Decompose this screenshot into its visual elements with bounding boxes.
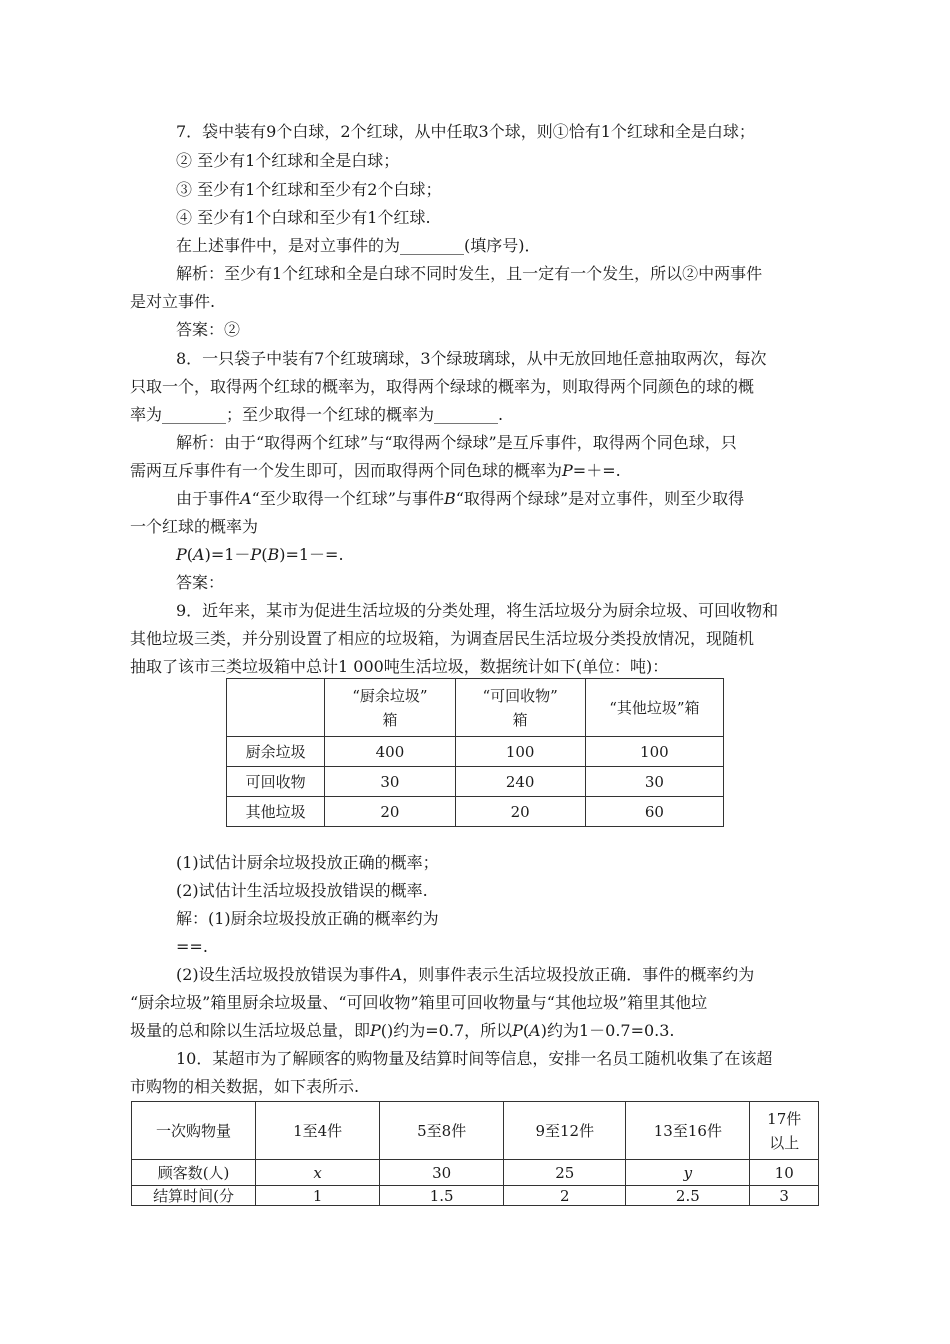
table-row <box>132 1186 819 1206</box>
q8-solution-line4: 一个红球的概率为 <box>130 517 259 536</box>
row-label: 其他垃圾 <box>227 797 325 827</box>
table-cell: 400 <box>325 737 455 767</box>
q8-stem-line3: 率为________；至少取得一个红球的概率为________. <box>130 405 504 424</box>
table-cell <box>626 1160 750 1186</box>
q8-s2-text: 需两互斥事件有一个发生即可，因而取得两个同色球的概率为 <box>130 461 563 480</box>
q9-solution-line3 <box>176 965 754 985</box>
table-row <box>227 737 724 767</box>
q8-f-end: =1－=. <box>285 545 344 564</box>
table-cell <box>256 1160 380 1186</box>
table-cell: 2.5 <box>626 1186 750 1206</box>
table-header-cell: 9至12件 <box>504 1102 626 1160</box>
q9-sol2-b: ，则事件表示生活垃圾投放正确．事件的概率约为 <box>402 965 755 984</box>
q8-f-B: B <box>267 545 280 564</box>
header-line: 箱 <box>512 710 528 729</box>
q10-data-table <box>131 1101 819 1206</box>
q8-solution-line2 <box>130 461 621 481</box>
table-cell: 25 <box>504 1160 626 1186</box>
q10-stem-line1: 10．某超市为了解顾客的购物量及结算时间等信息，安排一名员工随机收集了在该超 <box>176 1049 773 1068</box>
q9-data-table <box>226 678 724 827</box>
table-header-row <box>132 1102 819 1160</box>
q7-answer: 答案：② <box>176 320 241 339</box>
table-header-cell: “其他垃圾”箱 <box>585 679 723 737</box>
q8-s3-A: A <box>240 489 252 508</box>
table-cell: 20 <box>325 797 455 827</box>
table-row <box>227 767 724 797</box>
q7-stem: 7．袋中装有9个白球，2个红球，从中任取3个球，则①恰有1个红球和全是白球； <box>176 122 755 141</box>
header-line: “可回收物” <box>482 686 558 705</box>
q8-stem-line2: 只取一个，取得两个红球的概率为，取得两个绿球的概率为，则取得两个同颜色的球的概 <box>130 377 755 396</box>
table-cell: 30 <box>380 1160 504 1186</box>
q9-stem-line2: 其他垃圾三类，并分别设置了相应的垃圾箱，为调查居民生活垃圾分类投放情况，现随机 <box>130 629 755 648</box>
row-label: 结算时间(分 <box>132 1186 256 1206</box>
q7-solution-line2: 是对立事件. <box>130 292 216 311</box>
table-cell: 2 <box>504 1186 626 1206</box>
var-x: x <box>313 1163 322 1182</box>
table-cell: 100 <box>455 737 585 767</box>
q8-s3-B: B <box>443 489 456 508</box>
row-label: 厨余垃圾 <box>227 737 325 767</box>
table-row <box>132 1160 819 1186</box>
row-label: 可回收物 <box>227 767 325 797</box>
table-cell: 240 <box>455 767 585 797</box>
table-cell: 10 <box>750 1160 819 1186</box>
q9-solution-line4: “厨余垃圾”箱里厨余垃圾量、“可回收物”箱里可回收物量与“其他垃圾”箱里其他垃 <box>130 993 708 1012</box>
q9-sol2-a: (2)设生活垃圾投放错误为事件 <box>176 965 391 984</box>
q8-stem-line1: 8．一只袋子中装有7个红玻璃球，3个绿玻璃球，从中无放回地任意抽取两次，每次 <box>176 349 767 368</box>
header-line: “厨余垃圾” <box>352 686 428 705</box>
q9-stem-line3: 抽取了该市三类垃圾箱中总计1 000吨生活垃圾，数据统计如下(单位：吨)： <box>130 657 669 676</box>
q9-subquestion-2: (2)试估计生活垃圾投放错误的概率. <box>176 881 428 900</box>
table-header-cell: 一次购物量 <box>132 1102 256 1160</box>
table-header-cell <box>325 679 455 737</box>
q8-answer: 答案： <box>176 573 225 592</box>
q9-solution-line5: 圾量的总和除以生活垃圾总量，即P()约为=0.7，所以P(A)约为1－0.7=0.3. <box>130 1021 675 1040</box>
header-line: 17件 <box>767 1109 802 1128</box>
table-row <box>227 797 724 827</box>
row-label: 顾客数(人) <box>132 1160 256 1186</box>
table-header-cell: 5至8件 <box>380 1102 504 1160</box>
table-corner-cell <box>227 679 325 737</box>
q9-sol4-b: ()约为=0.7，所以 <box>380 1021 513 1040</box>
q8-s3-c: “取得两个绿球”是对立事件，则至少取得 <box>455 489 745 508</box>
header-line: 以上 <box>769 1133 800 1152</box>
q9-sol4-A: A <box>529 1021 541 1040</box>
table-header-cell: 1至4件 <box>256 1102 380 1160</box>
q7-option-4: ④ 至少有1个白球和至少有1个红球. <box>176 208 431 227</box>
q8-f-mid: =1－ <box>210 545 251 564</box>
table-cell: 1.5 <box>380 1186 504 1206</box>
table-header-cell <box>455 679 585 737</box>
q8-solution-line1: 解析：由于“取得两个红球”与“取得两个绿球”是互斥事件，取得两个同色球，只 <box>176 433 737 452</box>
q7-option-3: ③ 至少有1个红球和至少有2个白球； <box>176 180 442 199</box>
table-header-row <box>227 679 724 737</box>
q8-f-A: A <box>193 545 205 564</box>
q9-solution-line2: ==. <box>176 937 208 956</box>
q8-s2-tail: =＋=. <box>572 461 621 480</box>
table-cell: 30 <box>325 767 455 797</box>
var-y: y <box>683 1163 693 1182</box>
q8-s3-a: 由于事件 <box>176 489 241 508</box>
q9-sol4-c: 约为1－0.7=0.3. <box>546 1021 675 1040</box>
q8-s2-var: P <box>562 461 573 480</box>
q8-s3-b: “至少取得一个红球”与事件 <box>251 489 444 508</box>
table-cell: 60 <box>585 797 723 827</box>
q7-solution-line1: 解析：至少有1个红球和全是白球不同时发生，且一定有一个发生，所以②中两事件 <box>176 264 763 283</box>
q9-subquestion-1: (1)试估计厨余垃圾投放正确的概率； <box>176 853 439 872</box>
q7-option-2: ② 至少有1个红球和全是白球； <box>176 151 400 170</box>
table-header-cell <box>750 1102 819 1160</box>
header-line: 箱 <box>382 710 398 729</box>
q9-sol4-a: 圾量的总和除以生活垃圾总量，即 <box>130 1021 371 1040</box>
q7-question: 在上述事件中，是对立事件的为________(填序号)． <box>176 236 541 255</box>
q9-solution-line1: 解：(1)厨余垃圾投放正确的概率约为 <box>176 909 439 928</box>
table-cell: 1 <box>256 1186 380 1206</box>
q8-f-P2: P <box>250 545 262 564</box>
table-cell: 100 <box>585 737 723 767</box>
table-cell: 20 <box>455 797 585 827</box>
table-header-cell: 13至16件 <box>626 1102 750 1160</box>
q9-stem-line1: 9．近年来，某市为促进生活垃圾的分类处理，将生活垃圾分为厨余垃圾、可回收物和 <box>176 601 779 620</box>
q9-sol2-A: A <box>390 965 403 984</box>
q10-stem-line2: 市购物的相关数据，如下表所示. <box>130 1077 360 1096</box>
table-cell: 30 <box>585 767 723 797</box>
q9-sol4-P2: P <box>512 1021 523 1040</box>
table-cell: 3 <box>750 1186 819 1206</box>
q8-f-P1: P <box>176 545 187 564</box>
q8-solution-line3 <box>176 489 744 509</box>
q8-formula: P(A)=1－P(B)=1－=. <box>176 545 344 564</box>
q9-sol4-P1: P <box>370 1021 381 1040</box>
